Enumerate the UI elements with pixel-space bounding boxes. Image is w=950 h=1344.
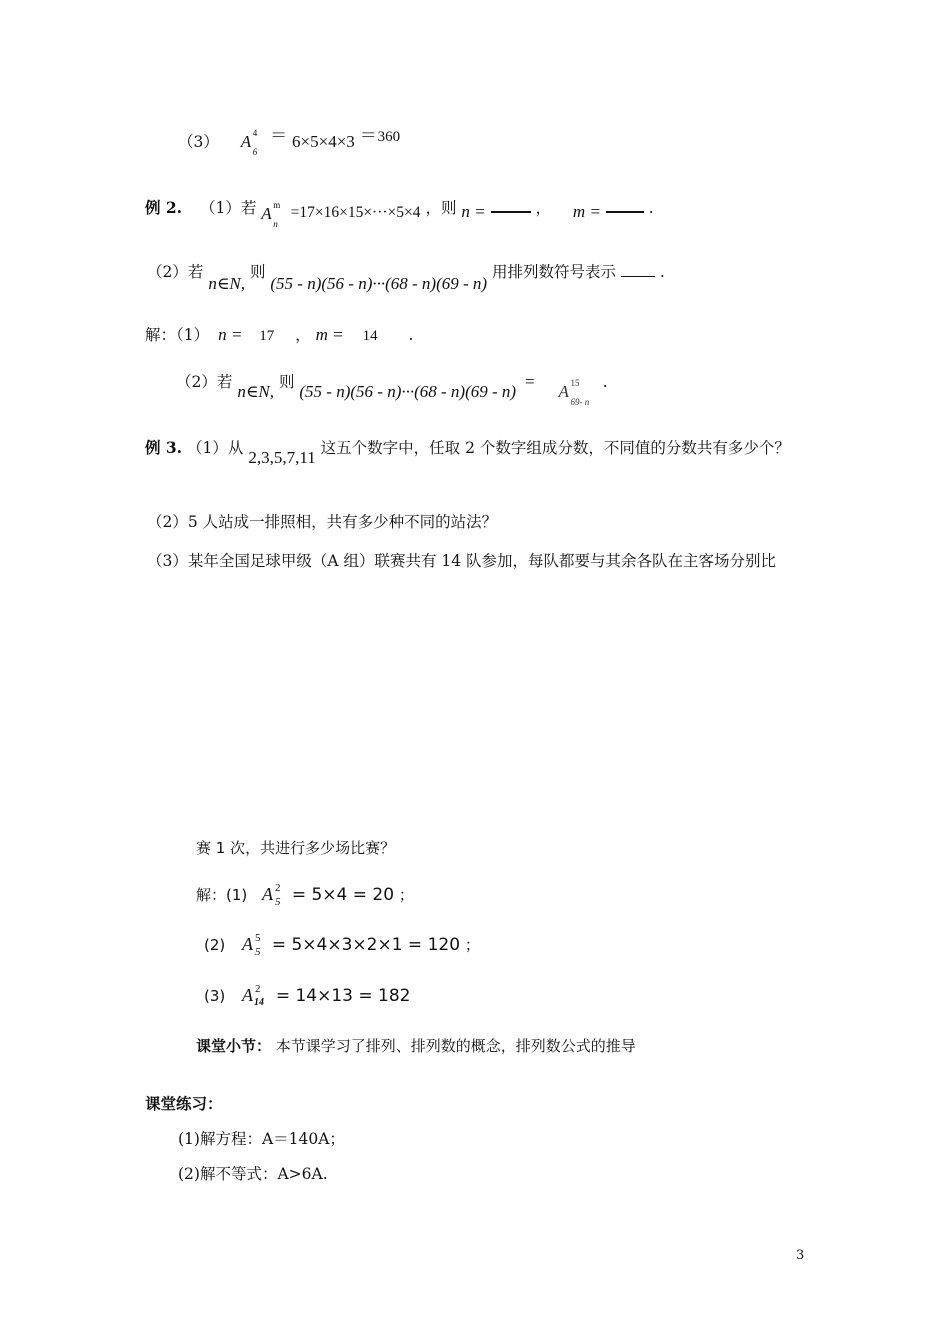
sol2-m-value: 14 bbox=[362, 328, 378, 344]
permutation-symbol: A 5 5 bbox=[242, 932, 261, 958]
permutation-symbol: A 4 6 bbox=[240, 128, 258, 157]
page-number: 3 bbox=[796, 1248, 805, 1263]
ex3-line1: 例 3. （1）从 2,3,5,7,11 这五个数字中，任取 2 个数字组成分数，不同值的分数共有多少个？ bbox=[145, 438, 790, 467]
ex2-line1: 例 2. （1）若 A m n =17×16×15×···×5×4 ，则 n = ， m = . bbox=[145, 198, 654, 229]
ex2-p1-expr: =17×16×15×···×5×4 bbox=[290, 204, 421, 221]
sol3-line1: 解：(1) A 2 5 = 5×4 = 20 ； bbox=[196, 882, 414, 908]
practice-item-1: (1)解方程：A＝140A； bbox=[178, 1130, 345, 1148]
practice-title: 课堂练习： bbox=[145, 1094, 223, 1113]
answer-blank bbox=[491, 199, 531, 213]
sol2-p2-product: (55 - n)(56 - n)···(68 - n)(69 - n) bbox=[299, 382, 517, 401]
ex3-line3-continued: 赛 1 次，共进行多少场比赛？ bbox=[196, 839, 396, 857]
sol2-n-value: 17 bbox=[259, 328, 275, 344]
ex2-title: 例 2. bbox=[145, 198, 183, 217]
summary-text: 本节课学习了排列、排列数的概念，排列数公式的推导 bbox=[275, 1037, 636, 1055]
summary-line bbox=[196, 1036, 636, 1056]
sol3-line3: (3) A 2 14 = 14×13 = 182 bbox=[204, 983, 411, 1008]
ex3-numbers: 2,3,5,7,11 bbox=[248, 448, 316, 467]
ex3-title: 例 3. bbox=[145, 438, 183, 457]
permutation-symbol: A 2 5 bbox=[262, 882, 281, 908]
ex3-line2: （2）5 人站成一排照相，共有多少种不同的站法？ bbox=[147, 513, 498, 531]
sol2-line1: 解：（1） n = 17 ， m = 14 . bbox=[145, 325, 414, 344]
summary-label: 课堂小节： bbox=[196, 1037, 272, 1055]
ex2-line2: （2）若 n∈N, 则 (55 - n)(56 - n)···(68 - n)(69 - n) 用排列数符号表示 . bbox=[147, 263, 665, 293]
ex2-p2-product: (55 - n)(56 - n)···(68 - n)(69 - n) bbox=[270, 274, 488, 293]
permutation-symbol: A 15 69- n bbox=[558, 378, 590, 407]
ex1-part3-result: 360 bbox=[377, 129, 401, 145]
answer-blank bbox=[606, 199, 644, 213]
ex3-line3: （3）某年全国足球甲级（A 组）联赛共有 14 队参加，每队都要与其余各队在主客场分别比 bbox=[147, 552, 777, 570]
ex1-part3-line: （3） A 4 6 ＝ 6×5×4×3 ＝ 360 bbox=[178, 126, 401, 157]
sol2-line2: （2）若 n∈N, 则 (55 - n)(56 - n)···(68 - n)(69 - n) = A 15 69- n . bbox=[176, 372, 608, 407]
answer-blank bbox=[621, 264, 655, 277]
permutation-symbol: A 2 14 bbox=[242, 983, 265, 1008]
sol3-line2: (2) A 5 5 = 5×4×3×2×1 = 120 ； bbox=[204, 932, 480, 958]
ex1-part3-label: （3） bbox=[178, 133, 219, 151]
permutation-symbol: A m n bbox=[261, 200, 281, 229]
ex1-part3-expr: 6×5×4×3 bbox=[292, 132, 355, 151]
practice-item-2: (2)解不等式：A>6A. bbox=[178, 1165, 328, 1183]
